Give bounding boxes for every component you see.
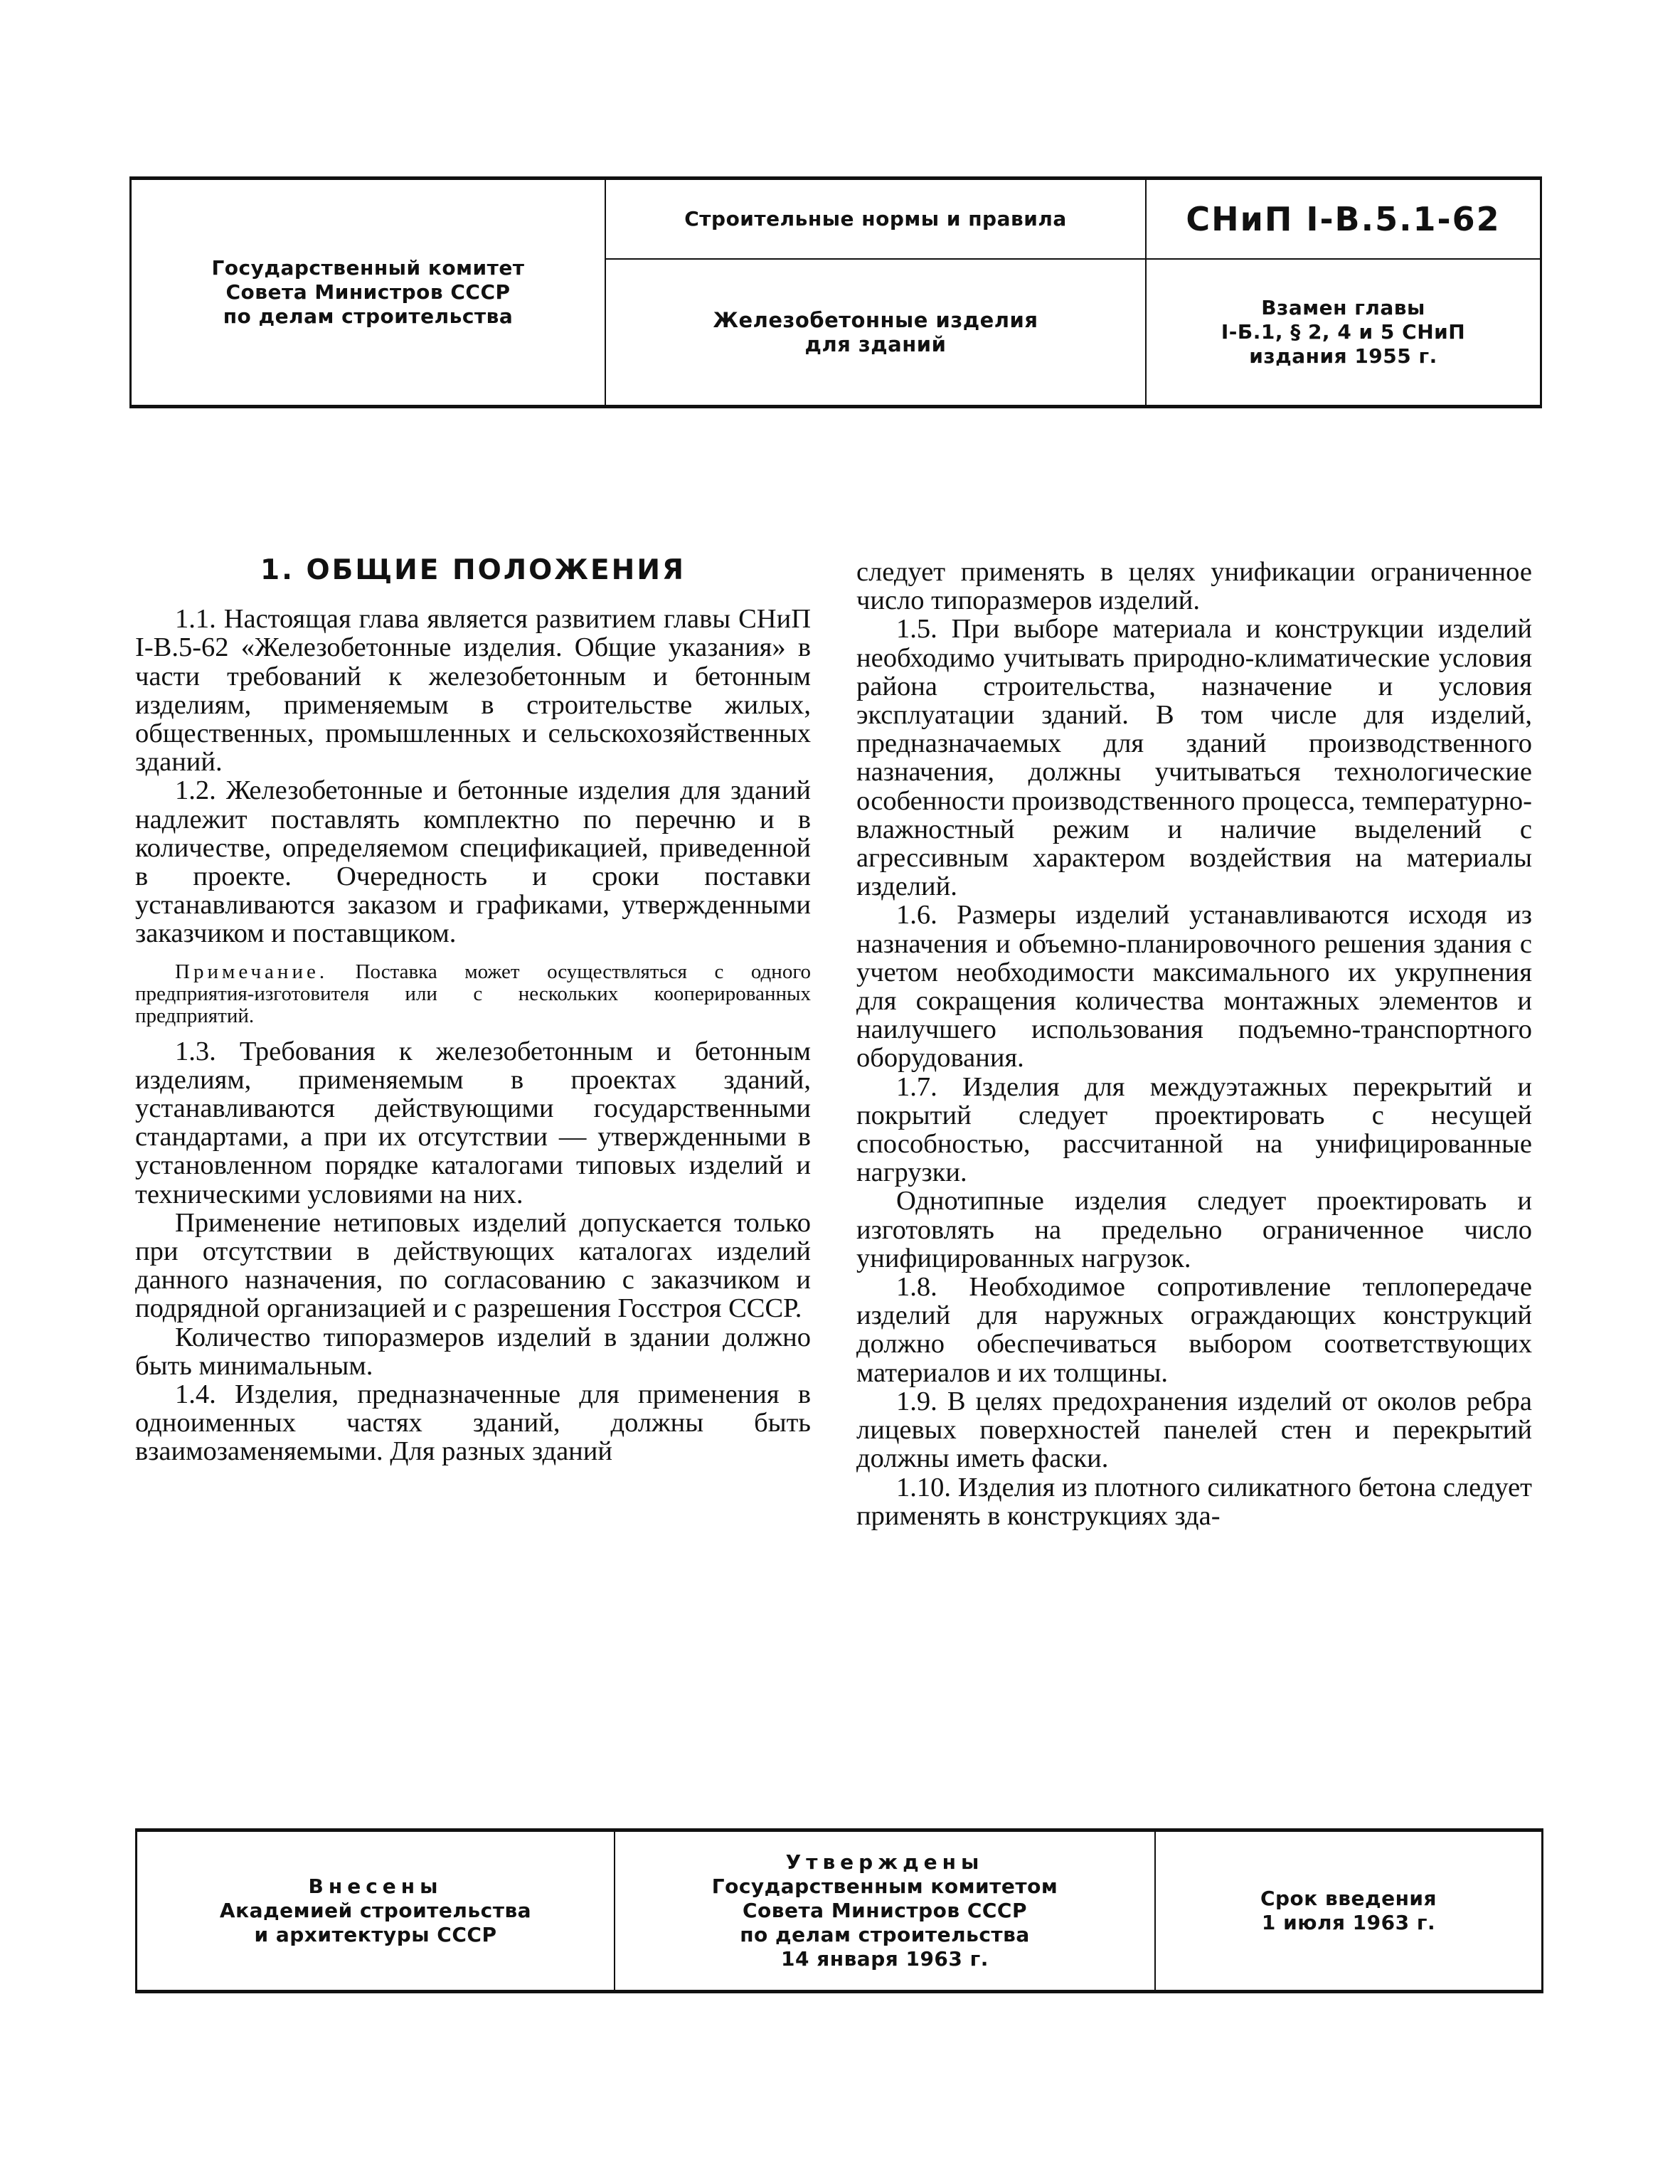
approved-label: Утверждены: [785, 1850, 984, 1874]
authority-line: Государственный комитет: [211, 256, 525, 280]
section-heading: 1. ОБЩИЕ ПОЛОЖЕНИЯ: [260, 554, 686, 586]
paragraph: Однотипные изделия следует проектировать и изготовлять на предельно ограниченное число унифицированных нагрузок.: [856, 1186, 1532, 1273]
replaces-note: [1147, 260, 1540, 405]
document-code: [1147, 180, 1540, 258]
approved-line: Государственным комитетом: [711, 1875, 1058, 1898]
paragraph: 1.2. Железобетонные и бетонные изделия для зданий надлежит поставлять комплектно по перечню и в количестве, определяемом спецификацией, приведенной в проекте. Очередность и сроки поставки устанавливаются заказом и графиками, утвержденными заказчиком и поставщиком.: [135, 775, 811, 949]
effective-label: Срок введения: [1260, 1887, 1437, 1910]
submitted-line: и архитектуры СССР: [254, 1923, 497, 1946]
document-header-table: [129, 176, 1542, 408]
paragraph: 1.4. Изделия, предназначенные для применения в одноименных частях зданий, должны быть взаимозаменяемыми. Для разных зданий: [135, 1379, 811, 1467]
paragraph: 1.10. Изделия из плотного силикатного бетона следует применять в конструкциях зда-: [856, 1472, 1532, 1531]
note: [135, 961, 811, 1027]
submitted-line: Академией строительства: [219, 1899, 532, 1922]
note-text: Поставка может осуществляться с одного предприятия-изготовителя или с нескольких кооперированных предприятий.: [135, 960, 811, 1027]
approved-line: 14 января 1963 г.: [781, 1947, 989, 1971]
replaces-line: I-Б.1, § 2, 4 и 5 СНиП: [1221, 320, 1466, 344]
text-column-left: [135, 556, 811, 1466]
issuing-authority: [132, 180, 605, 405]
submitted-label: Внесены: [308, 1875, 443, 1898]
norms-series-title: [606, 180, 1145, 258]
series-text: Строительные нормы и правила: [684, 207, 1067, 230]
replaces-line: Взамен главы: [1261, 296, 1425, 319]
text-column-right: [856, 558, 1532, 1530]
paragraph-continuation: следует применять в целях унификации ограниченное число типоразмеров изделий.: [856, 557, 1532, 616]
authority-line: по делам строительства: [223, 304, 514, 328]
document-footer-table: [135, 1828, 1543, 1993]
effective-date-value: 1 июля 1963 г.: [1261, 1911, 1436, 1934]
paragraph: 1.9. В целях предохранения изделий от околов ребра лицевых поверхностей панелей стен и перекрытий должны иметь фаски.: [856, 1386, 1532, 1474]
paragraph: 1.5. При выборе материала и конструкции изделий необходимо учитывать природно-климатические условия района строительства, назначение и условия эксплуатации зданий. В том числе для изделий, предназначаемых для зданий производственного назначения, должны учитываться технологические особенности производственного процесса, температурно-влажностный режим и наличие выделений с агрессивным характером воздействия на материалы изделий.: [856, 614, 1532, 902]
paragraph: 1.3. Требования к железобетонным и бетонным изделиям, применяемым в проектах зданий, устанавливаются действующими государственными стандартами, а при их отсутствии — утвержденными в установленном порядке каталогами типовых изделий и техническими условиями на них.: [135, 1036, 811, 1209]
paragraph: 1.7. Изделия для междуэтажных перекрытий и покрытий следует проектировать с несущей способностью, рассчитанной на унифицированные нагрузки.: [856, 1071, 1532, 1188]
paragraph: 1.8. Необходимое сопротивление теплопередаче изделий для наружных ограждающих конструкций должно обеспечиваться выбором соответствующих материалов и их толщины.: [856, 1272, 1532, 1388]
title-line: Железобетонные изделия: [713, 308, 1038, 332]
approved-line: по делам строительства: [740, 1923, 1030, 1946]
paragraph: Количество типоразмеров изделий в здании должно быть минимальным.: [135, 1322, 811, 1381]
paragraph: 1.6. Размеры изделий устанавливаются исходя из назначения и объемно-планировочного решения здания с учетом необходимости максимального их укрупнения для сокращения количества монтажных элементов и наилучшего использования подъемно-транспортного оборудования.: [856, 900, 1532, 1074]
approved-by: [615, 1832, 1154, 1990]
effective-date: [1156, 1832, 1541, 1990]
approved-line: Совета Министров СССР: [742, 1899, 1028, 1922]
title-line: для зданий: [804, 332, 947, 356]
code-text: СНиП I-В.5.1-62: [1186, 200, 1501, 238]
submitted-by: [137, 1832, 614, 1990]
replaces-line: издания 1955 г.: [1249, 344, 1437, 368]
paragraph: Применение нетиповых изделий допускается только при отсутствии в действующих каталогах изделий данного назначения, по согласованию с заказчиком и подрядной организацией и с разрешения Госстроя СССР.: [135, 1207, 811, 1324]
document-title: [606, 260, 1145, 405]
note-label: Примечание.: [175, 960, 329, 983]
paragraph: 1.1. Настоящая глава является развитием главы СНиП I-В.5-62 «Железобетонные изделия. Общие указания» в части требований к железобетонным и бетонным изделиям, применяемым в строительстве жилых, общественных, промышленных и сельскохозяйственных зданий.: [135, 604, 811, 778]
authority-line: Совета Министров СССР: [225, 280, 511, 304]
